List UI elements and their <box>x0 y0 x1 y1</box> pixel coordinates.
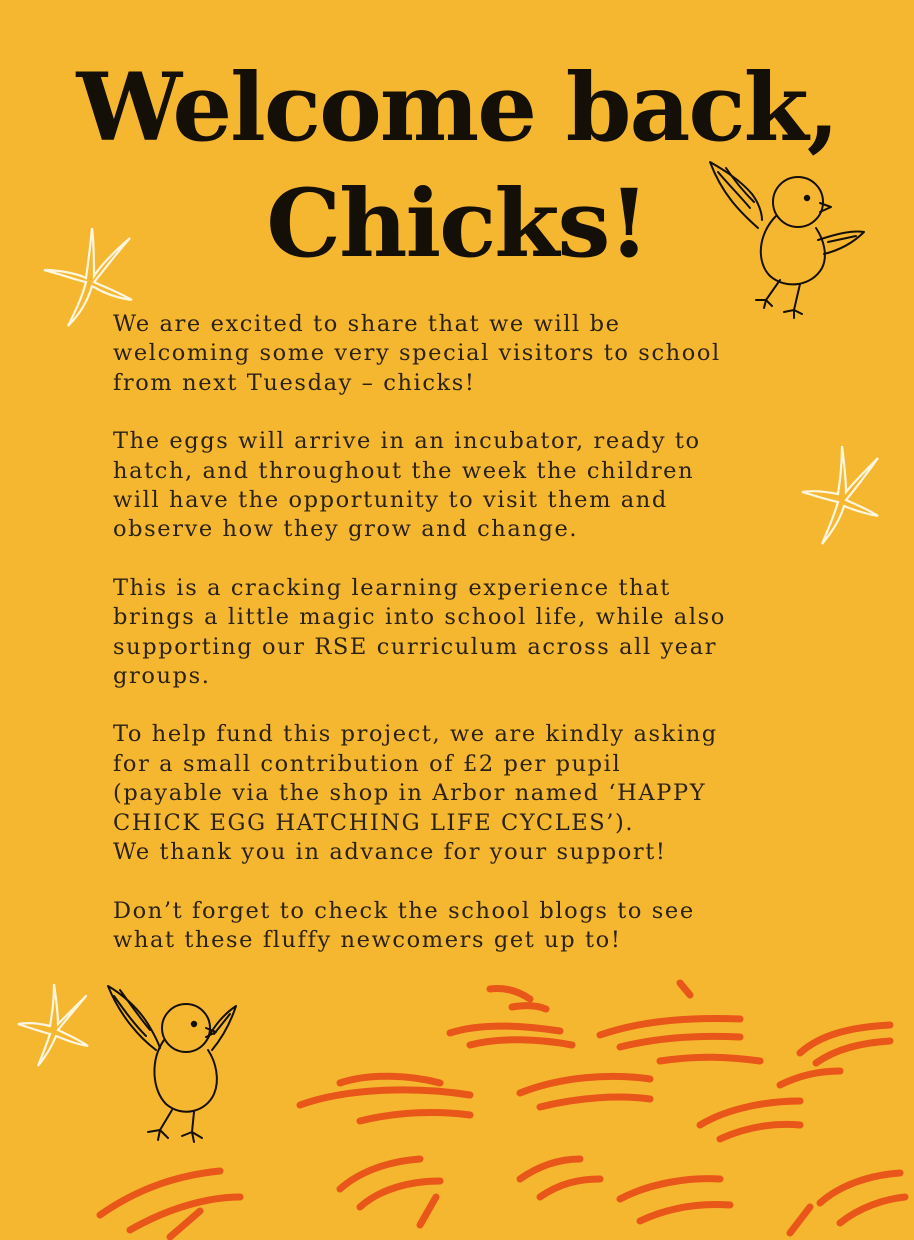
text-line: for a small contribution of £2 per pupil <box>113 750 622 777</box>
text-line: brings a little magic into school life, while also <box>113 604 726 631</box>
paragraph-incubator <box>113 427 873 545</box>
paragraph-learning <box>113 574 873 692</box>
announcement-body <box>113 310 873 984</box>
text-line: CHICK EGG HATCHING LIFE CYCLES’). <box>113 809 635 836</box>
sparkle-icon <box>798 440 882 550</box>
text-line: observe how they grow and change. <box>113 516 579 543</box>
text-line: (payable via the shop in Arbor named ‘HAPPY <box>113 780 707 807</box>
paragraph-funding <box>113 720 873 867</box>
text-line: groups. <box>113 663 211 690</box>
text-line: To help fund this project, we are kindly asking <box>113 721 718 748</box>
paragraph-blogs <box>113 897 873 956</box>
grass-tuft-icon <box>0 975 914 1240</box>
text-line: supporting our RSE curriculum across all year <box>113 633 718 660</box>
text-line: We are excited to share that we will be <box>113 311 621 337</box>
text-line: We thank you in advance for your support! <box>113 839 667 866</box>
text-line: from next Tuesday – chicks! <box>113 369 476 396</box>
title-line-2: Chicks! <box>266 169 648 279</box>
text-line: hatch, and throughout the week the children <box>113 457 695 484</box>
title-line-1: Welcome back, <box>76 53 838 163</box>
chick-icon <box>700 150 870 325</box>
text-line: welcoming some very special visitors to school <box>113 340 721 367</box>
text-line: The eggs will arrive in an incubator, ready to <box>113 428 701 455</box>
text-line: Don’t forget to check the school blogs to see <box>113 897 695 924</box>
text-line: what these fluffy newcomers get up to! <box>113 926 622 953</box>
text-line: will have the opportunity to visit them and <box>113 487 668 514</box>
text-line: This is a cracking learning experience that <box>113 574 671 601</box>
sparkle-icon <box>40 220 140 330</box>
